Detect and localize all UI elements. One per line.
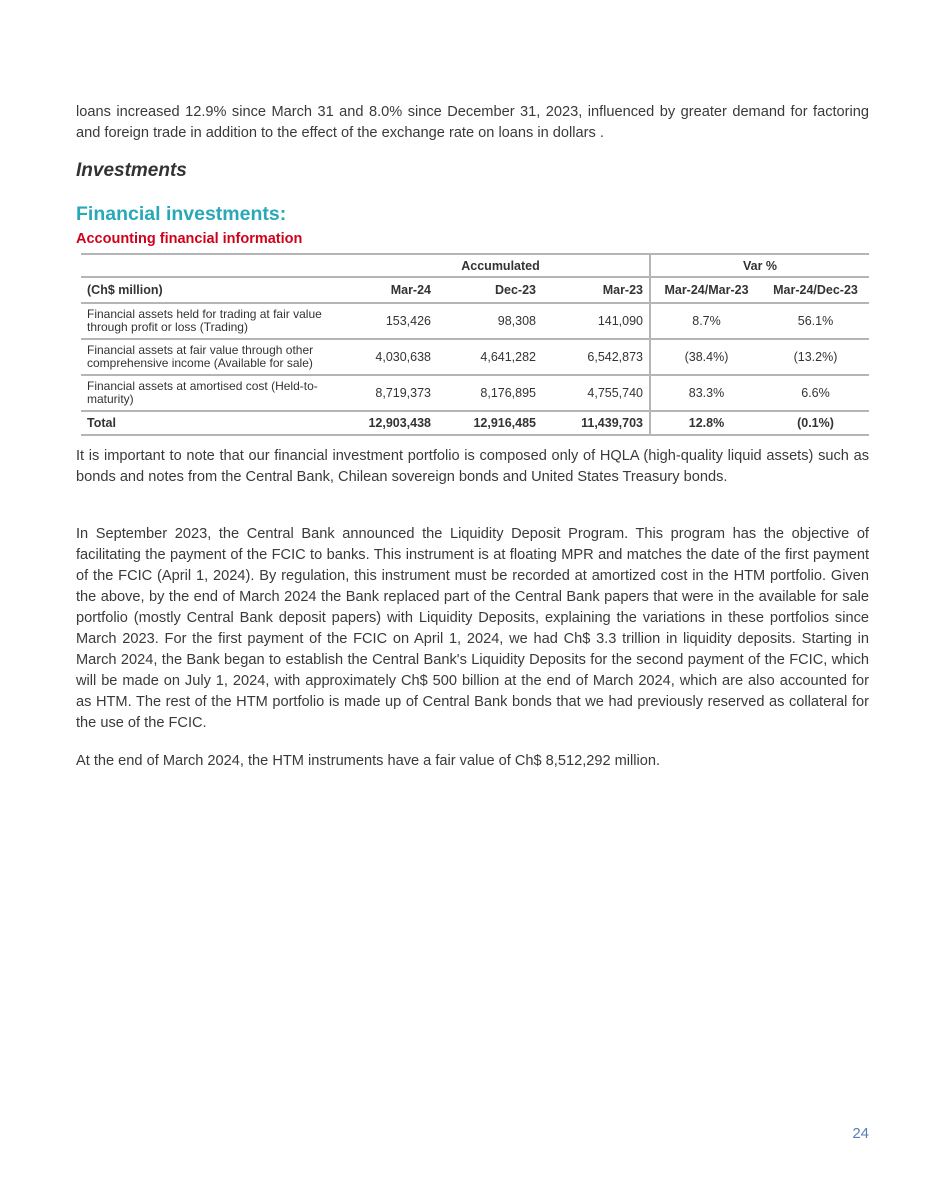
row-label-total: Total [81, 411, 352, 435]
column-header-unit: (Ch$ million) [81, 277, 352, 303]
subsection-heading-financial-investments: Financial investments: [76, 203, 287, 225]
table-row-available-for-sale [81, 339, 869, 375]
column-header-mar24: Mar-24 [352, 277, 437, 303]
column-header-var-dec: Mar-24/Dec-23 [762, 277, 869, 303]
cell-var-dec: 6.6% [762, 375, 869, 411]
cell-var-dec: (13.2%) [762, 339, 869, 375]
cell-dec23: 8,176,895 [437, 375, 542, 411]
cell-mar23: 141,090 [542, 303, 650, 339]
cell-dec23: 98,308 [437, 303, 542, 339]
group-header-accumulated: Accumulated [352, 254, 650, 277]
row-label: Financial assets held for trading at fair value through profit or loss (Trading) [81, 303, 352, 339]
cell-mar23: 6,542,873 [542, 339, 650, 375]
cell-var-mar: 83.3% [650, 375, 762, 411]
group-header-spacer [81, 254, 352, 277]
paragraph-hqla: It is important to note that our financial investment portfolio is composed only of HQLA (high-quality liquid assets) such as bonds and notes from the Central Bank, Chilean sovereign bonds and United States Treasury bonds. [76, 448, 869, 485]
intro-paragraph: loans increased 12.9% since March 31 and 8.0% since December 31, 2023, influenced by greater demand for factoring and foreign trade in addition to the effect of the exchange rate on loans in dollars . [76, 104, 869, 141]
table-row-total [81, 411, 869, 435]
section-heading-investments: Investments [76, 160, 187, 181]
cell-mar23: 4,755,740 [542, 375, 650, 411]
financial-investments-table [81, 253, 869, 436]
cell-var-dec: 56.1% [762, 303, 869, 339]
column-header-mar23: Mar-23 [542, 277, 650, 303]
cell-mar24: 153,426 [352, 303, 437, 339]
table-group-header-row [81, 254, 869, 277]
cell-mar24: 12,903,438 [352, 411, 437, 435]
table-header-row [81, 277, 869, 303]
group-header-var: Var % [650, 254, 869, 277]
column-header-dec23: Dec-23 [437, 277, 542, 303]
cell-var-mar: 12.8% [650, 411, 762, 435]
table-row-trading [81, 303, 869, 339]
cell-mar24: 4,030,638 [352, 339, 437, 375]
row-label: Financial assets at fair value through other comprehensive income (Available for sale) [81, 339, 352, 375]
cell-dec23: 12,916,485 [437, 411, 542, 435]
page-number: 24 [852, 1125, 869, 1142]
table-caption: Accounting financial information [76, 231, 303, 247]
row-label: Financial assets at amortised cost (Held-to-maturity) [81, 375, 352, 411]
table-row-held-to-maturity [81, 375, 869, 411]
cell-var-dec: (0.1%) [762, 411, 869, 435]
cell-var-mar: 8.7% [650, 303, 762, 339]
column-header-var-mar: Mar-24/Mar-23 [650, 277, 762, 303]
cell-mar24: 8,719,373 [352, 375, 437, 411]
cell-dec23: 4,641,282 [437, 339, 542, 375]
cell-mar23: 11,439,703 [542, 411, 650, 435]
paragraph-liquidity-deposit-program: In September 2023, the Central Bank announced the Liquidity Deposit Program. This program has the objective of facilitating the payment of the FCIC to banks. This instrument is at floating MPR and matches the date of the first payment of the FCIC (April 1, 2024). By regulation, this instrument must be recorded at amortized cost in the HTM portfolio. Given the above, by the end of March 2024 the Bank replaced part of the Central Bank papers that were in the available for sale portfolio (mostly Central Bank deposit papers) with Liquidity Deposits, explaining the variations in these portfolios since March 2023. For the first payment of the FCIC on April 1, 2024, we had Ch$ 3.3 trillion in liquidity deposits. Starting in March 2024, the Bank began to establish the Central Bank's Liquidity Deposits for the second payment of the FCIC, which will be made on July 1, 2024, with approximately Ch$ 500 billion at the end of March 2024, which are also accounted for as HTM. The rest of the HTM portfolio is made up of Central Bank bonds that we had previously reserved as collateral for the use of the FCIC. [76, 526, 869, 731]
cell-var-mar: (38.4%) [650, 339, 762, 375]
paragraph-htm-fair-value: At the end of March 2024, the HTM instruments have a fair value of Ch$ 8,512,292 million. [76, 753, 661, 769]
